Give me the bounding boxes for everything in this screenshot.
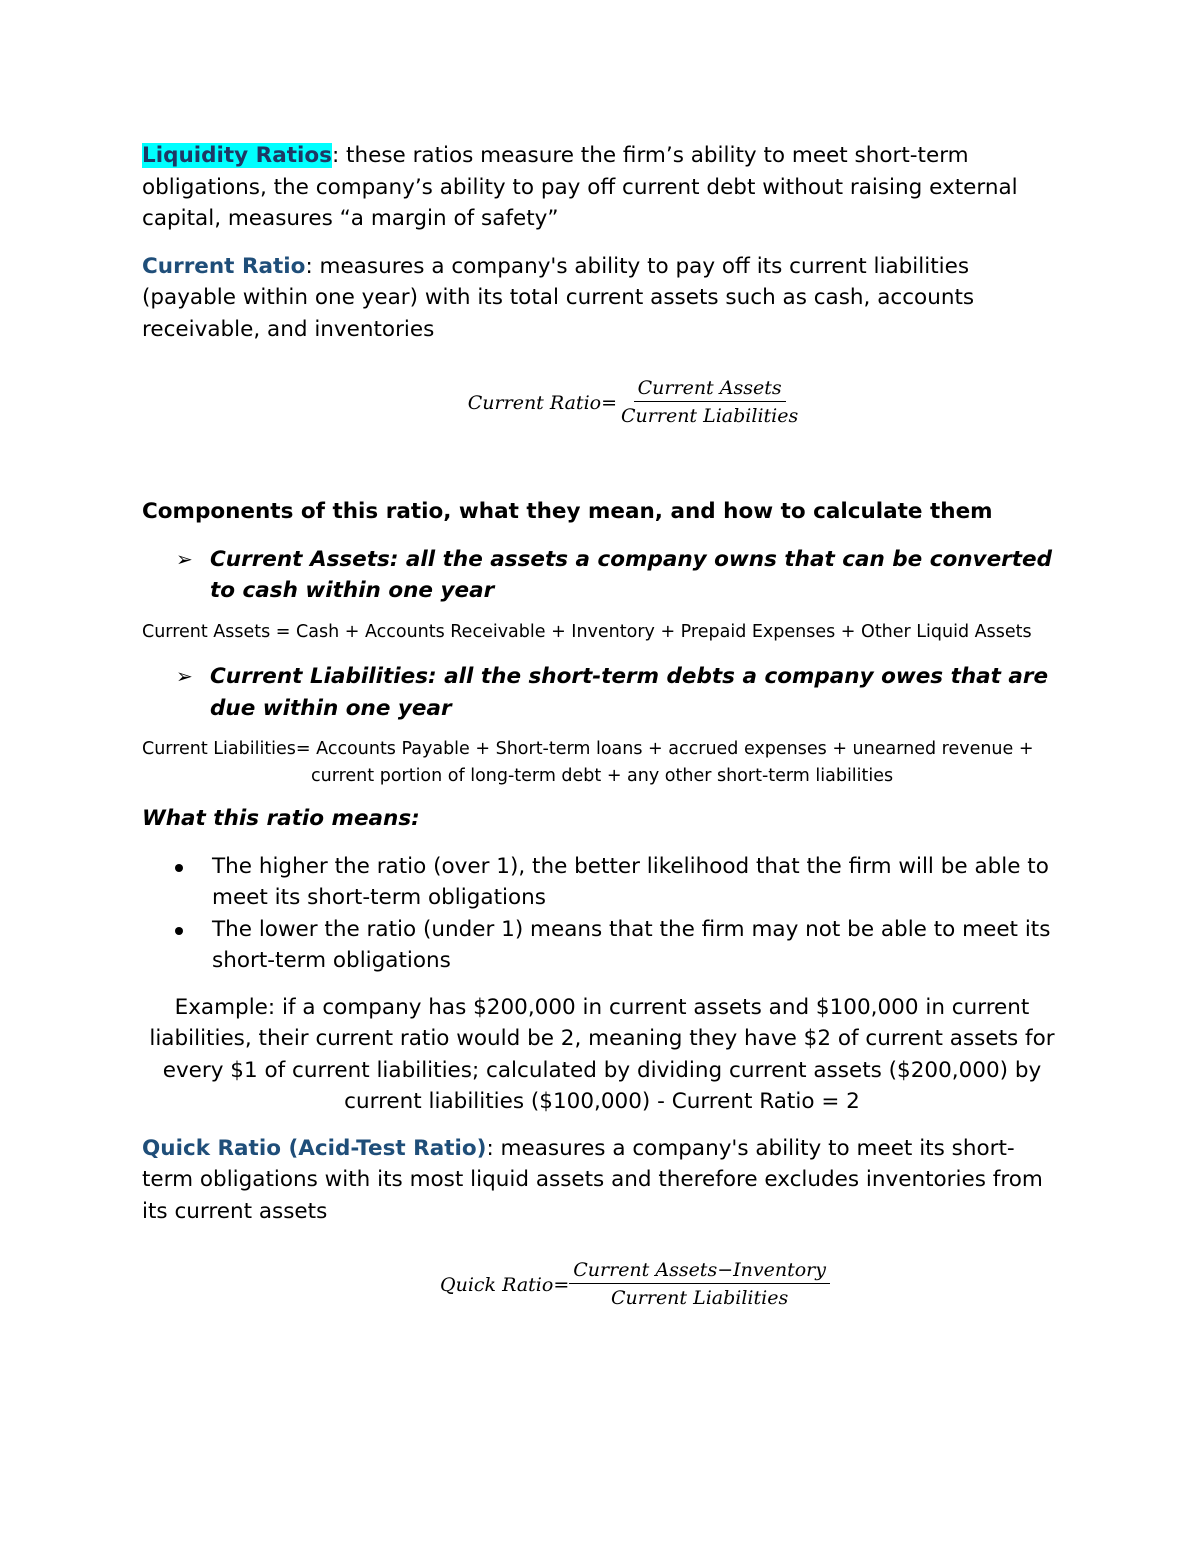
example-paragraph: Example: if a company has $200,000 in current assets and $100,000 in current liabilities, their current ratio would be 2, meaning they have $2 of current assets for every $1 of current liabilities; calculated by dividing current assets ($200,000) by current liabilities ($100,000) - Current Ratio = 2 bbox=[149, 994, 1055, 1114]
liabilities-definition: Current Liabilities: all the short-term debts a company owes that are due within one year bbox=[210, 664, 1049, 721]
formula-denominator: Current Liabilities bbox=[621, 405, 799, 427]
assets-formula: Current Assets = Cash + Accounts Receivable + Inventory + Prepaid Expenses + Other Liquid Assets bbox=[142, 621, 1032, 642]
quick-ratio-text: : measures a company's ability to meet its short-term obligations with its most liquid assets and therefore excludes inventories from its current assets bbox=[142, 1135, 1043, 1224]
disc-bullet-icon bbox=[175, 864, 183, 872]
quick-ratio-title: Quick Ratio (Acid-Test Ratio) bbox=[142, 1135, 487, 1161]
current-ratio-formula bbox=[142, 375, 1062, 430]
list-item bbox=[142, 914, 1062, 977]
current-ratio-text: : measures a company's ability to pay off its current liabilities (payable within one year) with its total current assets such as cash, accounts receivable, and inventories bbox=[142, 253, 975, 342]
arrowhead-bullet-icon: ➢ bbox=[176, 664, 193, 688]
assets-definition: Current Assets: all the assets a company owns that can be converted to cash within one year bbox=[210, 546, 1053, 603]
meaning-list bbox=[142, 851, 1062, 977]
liabilities-definition-item bbox=[142, 661, 1062, 724]
disc-bullet-icon bbox=[175, 927, 183, 935]
list-item bbox=[142, 851, 1062, 914]
quick-ratio-formula bbox=[142, 1257, 1062, 1312]
current-ratio-paragraph bbox=[142, 251, 1062, 346]
current-ratio-title: Current Ratio bbox=[142, 253, 306, 279]
formula-equals: = bbox=[601, 391, 618, 414]
components-heading: Components of this ratio, what they mean, and how to calculate them bbox=[142, 499, 993, 524]
formula-denominator: Current Liabilities bbox=[611, 1287, 789, 1309]
bullet-text: The lower the ratio (under 1) means that the firm may not be able to meet its short-term obligations bbox=[212, 916, 1051, 973]
formula-lhs: Quick Ratio bbox=[440, 1273, 554, 1296]
assets-definition-item bbox=[142, 544, 1062, 607]
formula-fraction bbox=[617, 375, 802, 430]
liquidity-title: Liquidity Ratios bbox=[142, 143, 332, 168]
document-body bbox=[142, 140, 1062, 1312]
formula-fraction bbox=[569, 1257, 830, 1312]
meaning-heading: What this ratio means: bbox=[142, 806, 420, 831]
bullet-text: The higher the ratio (over 1), the better likelihood that the firm will be able to meet its short-term obligations bbox=[212, 853, 1049, 910]
formula-numerator: Current Assets−Inventory bbox=[569, 1257, 830, 1284]
formula-equals: = bbox=[553, 1273, 570, 1296]
liquidity-text: : these ratios measure the firm’s ability to meet short-term obligations, the company’s ability to pay off current debt without raising external capital, measures “a margin of safety” bbox=[142, 143, 1018, 231]
formula-lhs: Current Ratio bbox=[467, 391, 602, 414]
arrowhead-bullet-icon: ➢ bbox=[176, 546, 193, 571]
quick-ratio-paragraph bbox=[142, 1133, 1062, 1228]
liquidity-paragraph bbox=[142, 140, 1062, 235]
formula-numerator: Current Assets bbox=[634, 375, 786, 402]
liabilities-formula: Current Liabilities= Accounts Payable + Short-term loans + accrued expenses + unearned revenue + current portion of long-term debt + any other short-term liabilities bbox=[142, 739, 1034, 786]
